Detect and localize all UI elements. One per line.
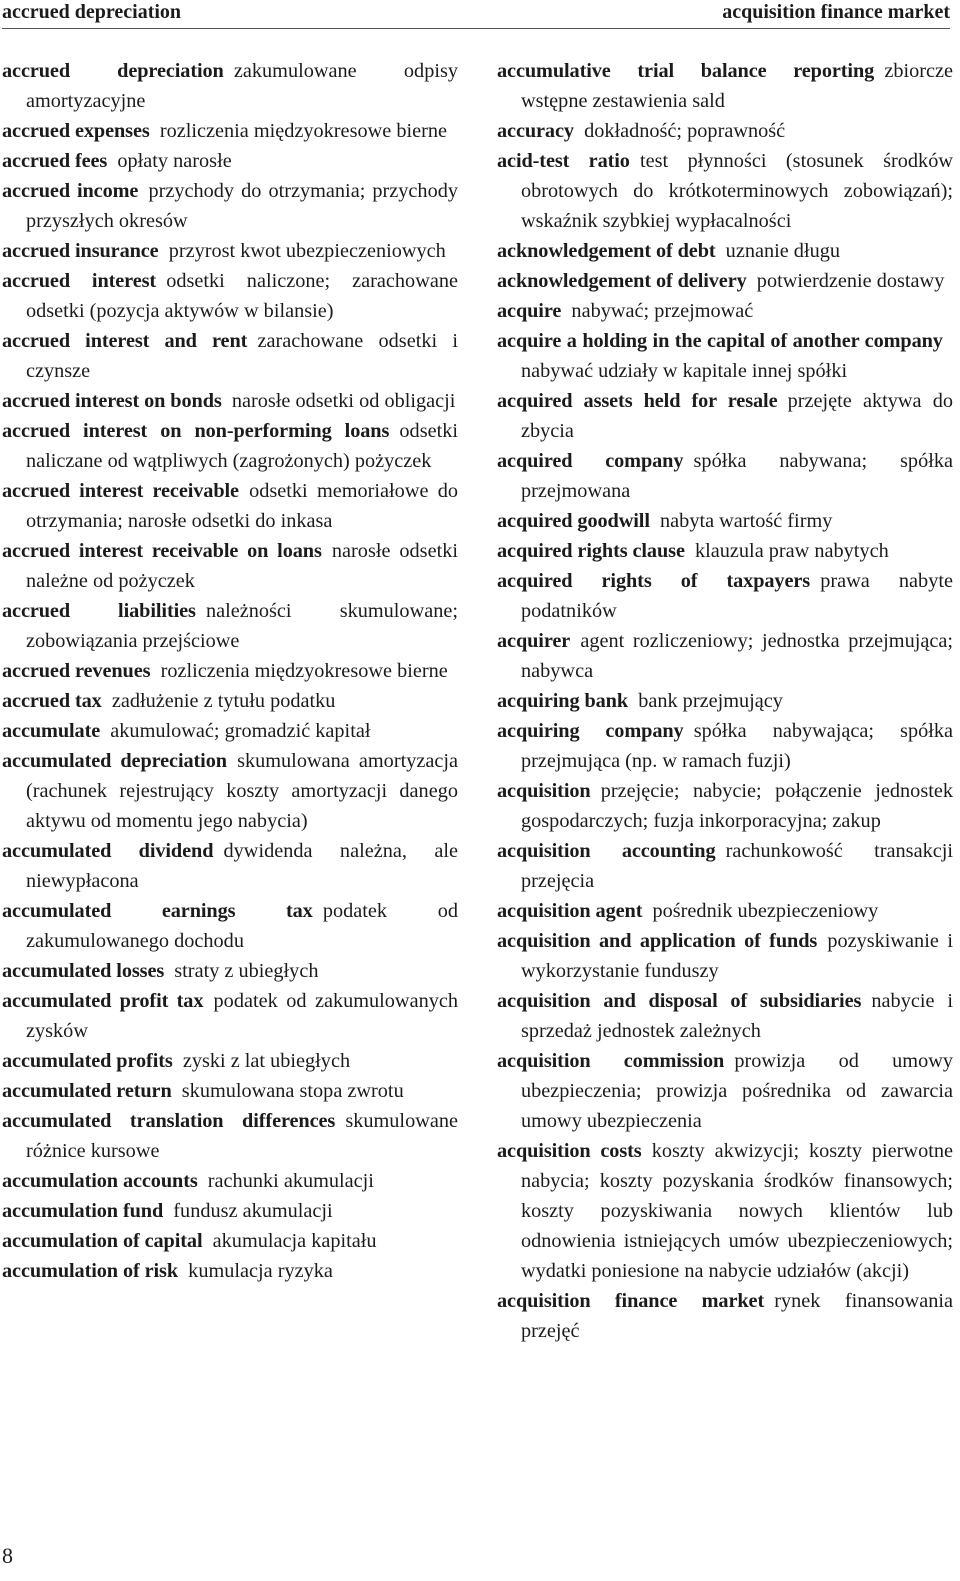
dictionary-entry xyxy=(2,416,458,476)
entry-definition: narosłe odsetki od obligacji xyxy=(231,390,456,412)
dictionary-entry xyxy=(2,266,458,326)
entry-term: accrued depreciation xyxy=(2,60,224,82)
entry-definition: akumulować; gromadzić kapitał xyxy=(110,720,371,742)
dictionary-entry xyxy=(2,1106,458,1166)
entry-definition: potwierdzenie dostawy xyxy=(756,270,945,292)
entry-definition: fundusz akumulacji xyxy=(173,1200,333,1222)
left-column xyxy=(2,56,458,1286)
entry-definition: dywidenda należna, ale niewypłacona xyxy=(26,840,458,892)
dictionary-entry xyxy=(2,1256,458,1286)
entry-definition: uznanie długu xyxy=(725,240,841,262)
entry-definition: klauzula praw nabytych xyxy=(695,540,889,562)
entry-definition: spółka nabywana; spółka przejmowana xyxy=(521,450,953,502)
dictionary-entry xyxy=(2,176,458,236)
dictionary-entry xyxy=(2,1046,458,1076)
entry-definition: rachunki akumulacji xyxy=(207,1170,374,1192)
entry-definition: podatek od zakumulowanego dochodu xyxy=(26,900,458,952)
running-head-left: accrued depreciation xyxy=(2,1,182,23)
dictionary-entry xyxy=(2,686,458,716)
entry-definition: przejęcie; nabycie; połączenie jednostek gospodarczych; fuzja inkorporacyjna; zakup xyxy=(521,780,953,832)
dictionary-entry xyxy=(497,926,953,986)
dictionary-entry xyxy=(497,266,953,296)
entry-definition: przejęte aktywa do zbycia xyxy=(521,390,953,442)
entry-term: accrued revenues xyxy=(2,660,151,682)
dictionary-entry xyxy=(2,476,458,536)
dictionary-entry xyxy=(497,536,953,566)
entry-term: accumulated dividend xyxy=(2,840,214,862)
dictionary-entry xyxy=(2,836,458,896)
entry-definition: nabywać udziały w kapitale innej spółki xyxy=(521,360,848,382)
entry-term: accumulative trial balance reporting xyxy=(497,60,875,82)
entry-definition: nabywać; przejmować xyxy=(571,300,754,322)
entry-definition: spółka nabywająca; spółka przejmująca (np. w ramach fuzji) xyxy=(521,720,954,772)
entry-definition: rachunkowość transakcji przejęcia xyxy=(521,840,953,892)
entry-term: acquired assets held for resale xyxy=(497,390,778,412)
entry-definition: bank przejmujący xyxy=(638,690,783,712)
entry-term: accumulated profit tax xyxy=(2,990,204,1012)
dictionary-entry xyxy=(2,716,458,746)
dictionary-entry xyxy=(497,1286,953,1346)
dictionary-entry xyxy=(497,626,953,686)
entry-term: accuracy xyxy=(497,120,574,142)
entry-definition: odsetki naliczane od wątpliwych (zagrożonych) pożyczek xyxy=(26,420,458,472)
dictionary-entry xyxy=(2,386,458,416)
dictionary-entry xyxy=(2,1196,458,1226)
dictionary-entry xyxy=(497,386,953,446)
entry-term: acquisition finance market xyxy=(497,1290,765,1312)
entry-definition: opłaty narosłe xyxy=(117,150,232,172)
dictionary-entry xyxy=(497,446,953,506)
entry-definition: dokładność; poprawność xyxy=(584,120,786,142)
entry-definition: akumulacja kapitału xyxy=(212,1230,377,1252)
dictionary-entry xyxy=(497,1136,953,1286)
entry-term: acquiring bank xyxy=(497,690,629,712)
entry-definition: zbiorcze wstępne zestawienia sald xyxy=(521,60,953,112)
dictionary-entry xyxy=(2,56,458,116)
dictionary-entry xyxy=(2,1166,458,1196)
dictionary-entry xyxy=(497,506,953,536)
entry-term: accumulated return xyxy=(2,1080,172,1102)
page-number: 8 xyxy=(2,1543,13,1568)
dictionary-entry xyxy=(2,896,458,956)
entry-definition: podatek od zakumulowanych zysków xyxy=(26,990,458,1042)
dictionary-entry xyxy=(2,956,458,986)
dictionary-entry xyxy=(497,236,953,266)
entry-definition: rozliczenia międzyokresowe bierne xyxy=(160,660,448,682)
dictionary-entry xyxy=(497,986,953,1046)
entry-definition: zyski z lat ubiegłych xyxy=(182,1050,351,1072)
entry-definition: koszty akwizycji; koszty pierwotne nabycia; koszty pozyskania środków finansowych; koszty pozyskiwania nowych klientów lub odnowienia istniejących umów ubezpieczeniowych; wydatki poniesione na nabycie udziałów (akcji) xyxy=(521,1140,953,1282)
entry-term: accumulation of risk xyxy=(2,1260,179,1282)
entry-term: accrued interest receivable on loans xyxy=(2,540,322,562)
dictionary-entry xyxy=(497,296,953,326)
entry-term: accrued interest xyxy=(2,270,157,292)
entry-definition: nabycie i sprzedaż jednostek zależnych xyxy=(521,990,953,1042)
running-head xyxy=(2,0,950,29)
entry-term: acquisition agent xyxy=(497,900,643,922)
running-head-right: acquisition finance market xyxy=(722,1,950,23)
entry-term: acquired rights clause xyxy=(497,540,685,562)
entry-definition: zakumulowane odpisy amortyzacyjne xyxy=(26,60,458,112)
dictionary-entry xyxy=(2,116,458,146)
entry-definition: straty z ubiegłych xyxy=(174,960,319,982)
dictionary-entry xyxy=(497,566,953,626)
entry-term: acknowledgement of delivery xyxy=(497,270,747,292)
entry-term: accumulated earnings tax xyxy=(2,900,313,922)
dictionary-entry xyxy=(497,686,953,716)
entry-term: acid-test ratio xyxy=(497,150,630,172)
entry-term: accrued liabilities xyxy=(2,600,196,622)
dictionary-entry xyxy=(497,326,953,386)
dictionary-entry xyxy=(2,536,458,596)
entry-term: accrued insurance xyxy=(2,240,159,262)
entry-term: acquisition accounting xyxy=(497,840,716,862)
entry-definition: nabyta wartość firmy xyxy=(660,510,833,532)
entry-term: accumulated depreciation xyxy=(2,750,227,772)
entry-definition: skumulowane różnice kursowe xyxy=(26,1110,458,1162)
entry-definition: odsetki memoriałowe do otrzymania; narosłe odsetki do inkasa xyxy=(26,480,459,532)
entry-term: accrued tax xyxy=(2,690,102,712)
entry-definition: rozliczenia międzyokresowe bierne xyxy=(159,120,447,142)
entry-definition: odsetki naliczone; zarachowane odsetki (pozycja aktywów w bilansie) xyxy=(26,270,458,322)
dictionary-entry xyxy=(497,896,953,926)
dictionary-entry xyxy=(2,986,458,1046)
entry-term: acquire a holding in the capital of another company xyxy=(497,330,943,352)
entry-definition: należności skumulowane; zobowiązania przejściowe xyxy=(26,600,458,652)
entry-term: acquired rights of taxpayers xyxy=(497,570,811,592)
entry-definition: zarachowane odsetki i czynsze xyxy=(26,330,458,382)
dictionary-entry xyxy=(2,596,458,656)
entry-term: acquire xyxy=(497,300,562,322)
entry-term: accumulated losses xyxy=(2,960,165,982)
entry-definition: pozyskiwanie i wykorzystanie funduszy xyxy=(521,930,953,982)
entry-term: acquisition commission xyxy=(497,1050,725,1072)
dictionary-entry xyxy=(497,776,953,836)
entry-term: accrued expenses xyxy=(2,120,150,142)
entry-term: acquisition and application of funds xyxy=(497,930,818,952)
dictionary-entry xyxy=(497,146,953,236)
dictionary-entry xyxy=(2,746,458,836)
entry-term: acquisition xyxy=(497,780,591,802)
dictionary-entry xyxy=(2,236,458,266)
entry-term: acquiring company xyxy=(497,720,684,742)
right-column xyxy=(497,56,953,1346)
entry-definition: skumulowana amortyzacja (rachunek rejestrujący koszty amortyzacji danego aktywu od momentu jego nabycia) xyxy=(26,750,458,832)
dictionary-entry xyxy=(497,716,953,776)
dictionary-entry xyxy=(497,836,953,896)
dictionary-entry xyxy=(2,1076,458,1106)
dictionary-entry xyxy=(497,1046,953,1136)
entry-definition: prawa nabyte podatników xyxy=(521,570,953,622)
entry-term: acknowledgement of debt xyxy=(497,240,716,262)
entry-term: accrued interest receivable xyxy=(2,480,239,502)
entry-term: accumulated translation differences xyxy=(2,1110,336,1132)
dictionary-entry xyxy=(2,326,458,386)
dictionary-entry xyxy=(497,116,953,146)
entry-definition: skumulowana stopa zwrotu xyxy=(181,1080,404,1102)
entry-definition: zadłużenie z tytułu podatku xyxy=(111,690,336,712)
entry-definition: pośrednik ubezpieczeniowy xyxy=(652,900,879,922)
entry-term: accrued interest on bonds xyxy=(2,390,222,412)
entry-term: accumulated profits xyxy=(2,1050,173,1072)
entry-definition: test płynności (stosunek środków obrotowych do krótkoterminowych zobowiązań); wskaźnik szybkiej wypłacalności xyxy=(521,150,953,232)
entry-term: accrued fees xyxy=(2,150,108,172)
dictionary-entry xyxy=(2,1226,458,1256)
entry-term: acquisition costs xyxy=(497,1140,642,1162)
entry-definition: rynek finansowania przejęć xyxy=(521,1290,953,1342)
entry-term: acquired company xyxy=(497,450,684,472)
entry-definition: narosłe odsetki należne od pożyczek xyxy=(26,540,458,592)
entry-term: acquisition and disposal of subsidiaries xyxy=(497,990,862,1012)
dictionary-entry xyxy=(497,56,953,116)
entry-term: accrued interest on non-performing loans xyxy=(2,420,390,442)
entry-definition: prowizja od umowy ubezpieczenia; prowizja pośrednika od zawarcia umowy ubezpieczenia xyxy=(521,1050,953,1132)
entry-term: accumulation accounts xyxy=(2,1170,198,1192)
entry-definition: przyrost kwot ubezpieczeniowych xyxy=(168,240,446,262)
entry-term: accumulation fund xyxy=(2,1200,164,1222)
entry-term: accumulate xyxy=(2,720,101,742)
dictionary-entry xyxy=(2,656,458,686)
dictionary-entry xyxy=(2,146,458,176)
entry-term: accumulation of capital xyxy=(2,1230,203,1252)
entry-term: accrued income xyxy=(2,180,139,202)
entry-term: acquirer xyxy=(497,630,571,652)
entry-term: acquired goodwill xyxy=(497,510,650,532)
entry-definition: kumulacja ryzyka xyxy=(188,1260,333,1282)
entry-term: accrued interest and rent xyxy=(2,330,248,352)
entry-definition: przychody do otrzymania; przychody przyszłych okresów xyxy=(26,180,458,232)
entry-definition: agent rozliczeniowy; jednostka przejmująca; nabywca xyxy=(521,630,953,682)
